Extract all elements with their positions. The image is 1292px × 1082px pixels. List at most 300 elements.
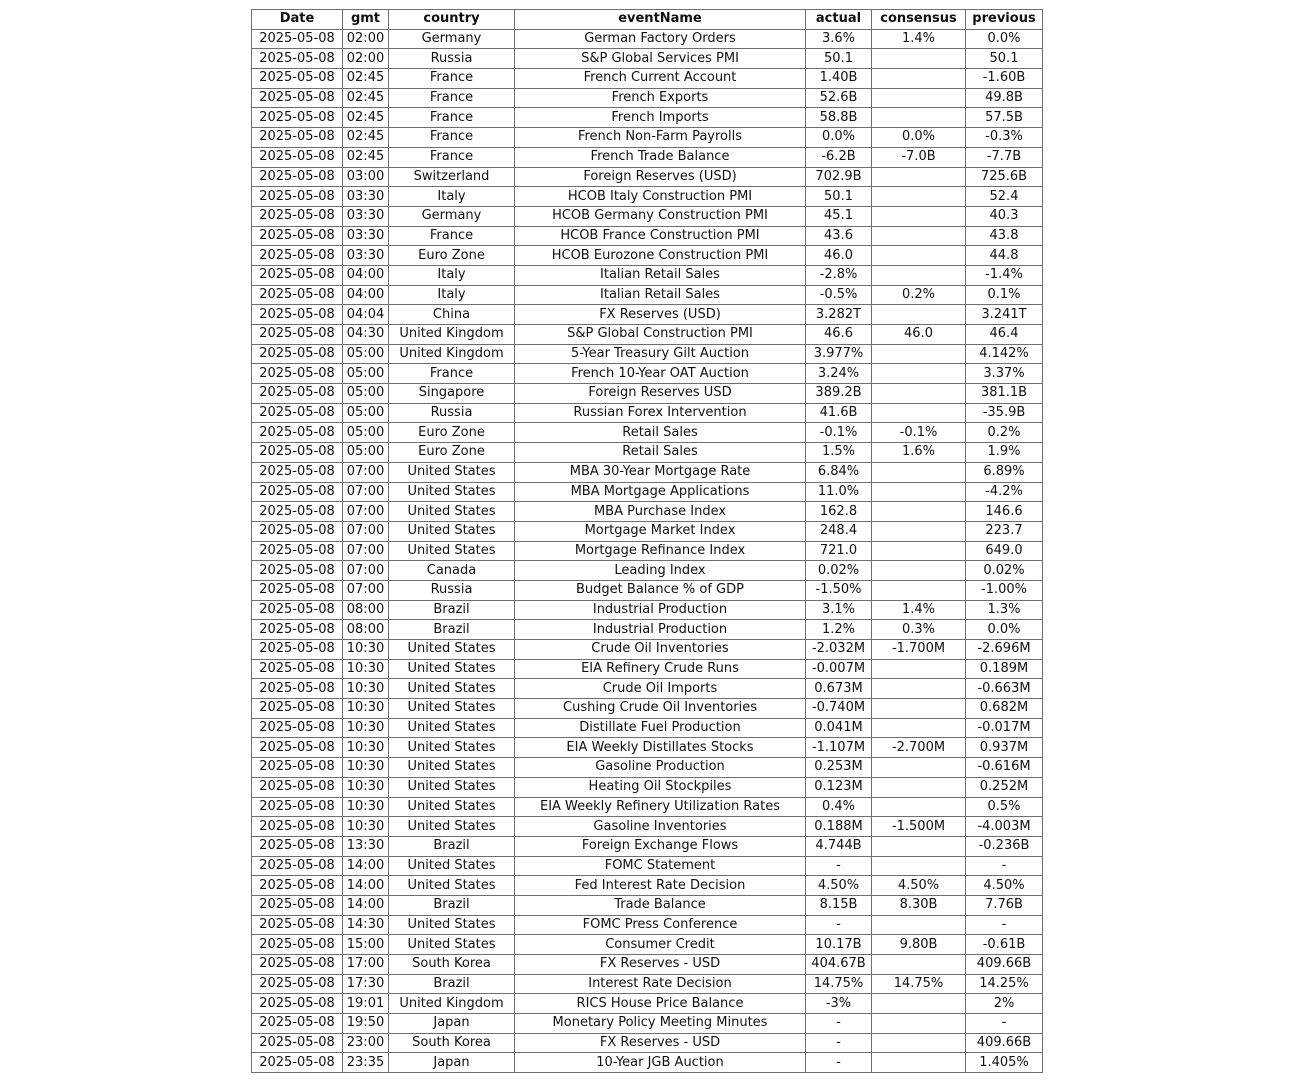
table-row bbox=[252, 502, 1043, 522]
event-name-cell: French Imports bbox=[515, 108, 806, 128]
date-cell: 2025-05-08 bbox=[252, 718, 343, 738]
country-cell: South Korea bbox=[389, 955, 515, 975]
actual-cell: 4.50% bbox=[806, 876, 872, 896]
previous-cell: -0.61B bbox=[966, 935, 1043, 955]
country-cell: Euro Zone bbox=[389, 423, 515, 443]
event-name-cell: French Current Account bbox=[515, 69, 806, 89]
event-name-cell: Italian Retail Sales bbox=[515, 285, 806, 305]
actual-cell: 4.744B bbox=[806, 836, 872, 856]
actual-cell: -0.740M bbox=[806, 699, 872, 719]
gmt-cell: 23:35 bbox=[343, 1053, 389, 1073]
consensus-cell bbox=[872, 758, 966, 778]
table-row bbox=[252, 226, 1043, 246]
table-row bbox=[252, 994, 1043, 1014]
actual-cell: 10.17B bbox=[806, 935, 872, 955]
date-cell: 2025-05-08 bbox=[252, 620, 343, 640]
gmt-cell: 07:00 bbox=[343, 462, 389, 482]
table-header-row bbox=[252, 10, 1043, 30]
country-cell: Italy bbox=[389, 285, 515, 305]
gmt-cell: 08:00 bbox=[343, 620, 389, 640]
table-row bbox=[252, 561, 1043, 581]
economic-events-table bbox=[251, 9, 1043, 1073]
gmt-cell: 14:00 bbox=[343, 876, 389, 896]
event-name-cell: HCOB Germany Construction PMI bbox=[515, 206, 806, 226]
consensus-cell bbox=[872, 541, 966, 561]
consensus-cell bbox=[872, 521, 966, 541]
country-cell: United States bbox=[389, 758, 515, 778]
gmt-cell: 17:30 bbox=[343, 974, 389, 994]
consensus-cell: 1.4% bbox=[872, 29, 966, 49]
actual-cell: 46.6 bbox=[806, 325, 872, 345]
date-cell: 2025-05-08 bbox=[252, 285, 343, 305]
country-cell: Italy bbox=[389, 187, 515, 207]
country-cell: Japan bbox=[389, 1014, 515, 1034]
table-row bbox=[252, 482, 1043, 502]
actual-cell: -3% bbox=[806, 994, 872, 1014]
actual-cell: - bbox=[806, 915, 872, 935]
consensus-cell: -7.0B bbox=[872, 147, 966, 167]
country-cell: United Kingdom bbox=[389, 344, 515, 364]
event-name-cell: Gasoline Inventories bbox=[515, 817, 806, 837]
date-cell: 2025-05-08 bbox=[252, 384, 343, 404]
actual-cell: 1.40B bbox=[806, 69, 872, 89]
consensus-cell bbox=[872, 88, 966, 108]
gmt-cell: 02:45 bbox=[343, 69, 389, 89]
date-cell: 2025-05-08 bbox=[252, 699, 343, 719]
actual-cell: 1.5% bbox=[806, 443, 872, 463]
previous-cell: 725.6B bbox=[966, 167, 1043, 187]
date-cell: 2025-05-08 bbox=[252, 108, 343, 128]
consensus-cell bbox=[872, 718, 966, 738]
consensus-cell bbox=[872, 344, 966, 364]
date-cell: 2025-05-08 bbox=[252, 344, 343, 364]
previous-cell: -7.7B bbox=[966, 147, 1043, 167]
date-cell: 2025-05-08 bbox=[252, 856, 343, 876]
country-cell: United States bbox=[389, 915, 515, 935]
consensus-cell bbox=[872, 108, 966, 128]
date-cell: 2025-05-08 bbox=[252, 403, 343, 423]
table-row bbox=[252, 265, 1043, 285]
date-cell: 2025-05-08 bbox=[252, 1053, 343, 1073]
event-name-cell: MBA 30-Year Mortgage Rate bbox=[515, 462, 806, 482]
country-cell: Germany bbox=[389, 206, 515, 226]
table-row bbox=[252, 935, 1043, 955]
gmt-cell: 10:30 bbox=[343, 699, 389, 719]
event-name-cell: EIA Refinery Crude Runs bbox=[515, 659, 806, 679]
date-cell: 2025-05-08 bbox=[252, 541, 343, 561]
table-row bbox=[252, 246, 1043, 266]
event-name-cell: Monetary Policy Meeting Minutes bbox=[515, 1014, 806, 1034]
date-cell: 2025-05-08 bbox=[252, 955, 343, 975]
actual-cell: 1.2% bbox=[806, 620, 872, 640]
consensus-cell: 14.75% bbox=[872, 974, 966, 994]
actual-cell: 50.1 bbox=[806, 187, 872, 207]
country-cell: Euro Zone bbox=[389, 443, 515, 463]
event-name-cell: MBA Mortgage Applications bbox=[515, 482, 806, 502]
gmt-cell: 23:00 bbox=[343, 1033, 389, 1053]
date-cell: 2025-05-08 bbox=[252, 49, 343, 69]
country-cell: Russia bbox=[389, 49, 515, 69]
gmt-cell: 07:00 bbox=[343, 541, 389, 561]
previous-cell: -35.9B bbox=[966, 403, 1043, 423]
event-name-cell: Foreign Reserves USD bbox=[515, 384, 806, 404]
gmt-cell: 10:30 bbox=[343, 797, 389, 817]
table-row bbox=[252, 758, 1043, 778]
gmt-cell: 10:30 bbox=[343, 679, 389, 699]
event-name-cell: S&P Global Construction PMI bbox=[515, 325, 806, 345]
table-row bbox=[252, 915, 1043, 935]
consensus-cell: -2.700M bbox=[872, 738, 966, 758]
event-name-cell: French Non-Farm Payrolls bbox=[515, 128, 806, 148]
consensus-cell: 1.4% bbox=[872, 600, 966, 620]
gmt-cell: 10:30 bbox=[343, 758, 389, 778]
gmt-cell: 05:00 bbox=[343, 384, 389, 404]
consensus-cell bbox=[872, 1014, 966, 1034]
previous-cell: 0.5% bbox=[966, 797, 1043, 817]
gmt-cell: 10:30 bbox=[343, 738, 389, 758]
date-cell: 2025-05-08 bbox=[252, 521, 343, 541]
actual-cell: 43.6 bbox=[806, 226, 872, 246]
date-cell: 2025-05-08 bbox=[252, 679, 343, 699]
table-row bbox=[252, 955, 1043, 975]
event-name-cell: Cushing Crude Oil Inventories bbox=[515, 699, 806, 719]
event-name-cell: 5-Year Treasury Gilt Auction bbox=[515, 344, 806, 364]
actual-cell: 45.1 bbox=[806, 206, 872, 226]
event-name-cell: HCOB France Construction PMI bbox=[515, 226, 806, 246]
country-cell: United States bbox=[389, 541, 515, 561]
table-row bbox=[252, 29, 1043, 49]
event-name-cell: FX Reserves (USD) bbox=[515, 305, 806, 325]
table-row bbox=[252, 187, 1043, 207]
consensus-cell bbox=[872, 462, 966, 482]
previous-cell: 6.89% bbox=[966, 462, 1043, 482]
date-cell: 2025-05-08 bbox=[252, 817, 343, 837]
gmt-cell: 07:00 bbox=[343, 521, 389, 541]
country-cell: Canada bbox=[389, 561, 515, 581]
date-cell: 2025-05-08 bbox=[252, 1033, 343, 1053]
date-cell: 2025-05-08 bbox=[252, 206, 343, 226]
gmt-cell: 02:45 bbox=[343, 88, 389, 108]
previous-cell: 14.25% bbox=[966, 974, 1043, 994]
event-name-cell: Industrial Production bbox=[515, 600, 806, 620]
date-cell: 2025-05-08 bbox=[252, 994, 343, 1014]
gmt-cell: 10:30 bbox=[343, 640, 389, 660]
actual-cell: - bbox=[806, 1053, 872, 1073]
gmt-cell: 14:00 bbox=[343, 856, 389, 876]
actual-cell: -1.50% bbox=[806, 580, 872, 600]
consensus-cell: 1.6% bbox=[872, 443, 966, 463]
table-row bbox=[252, 108, 1043, 128]
consensus-cell bbox=[872, 915, 966, 935]
table-row bbox=[252, 836, 1043, 856]
date-cell: 2025-05-08 bbox=[252, 482, 343, 502]
table-row bbox=[252, 344, 1043, 364]
gmt-cell: 04:30 bbox=[343, 325, 389, 345]
table-row bbox=[252, 147, 1043, 167]
country-cell: France bbox=[389, 108, 515, 128]
consensus-cell bbox=[872, 69, 966, 89]
table-row bbox=[252, 285, 1043, 305]
date-cell: 2025-05-08 bbox=[252, 265, 343, 285]
date-cell: 2025-05-08 bbox=[252, 915, 343, 935]
consensus-cell bbox=[872, 482, 966, 502]
actual-cell: -2.032M bbox=[806, 640, 872, 660]
table-row bbox=[252, 325, 1043, 345]
consensus-cell bbox=[872, 580, 966, 600]
previous-cell: -4.2% bbox=[966, 482, 1043, 502]
actual-cell: 3.24% bbox=[806, 364, 872, 384]
previous-cell: 43.8 bbox=[966, 226, 1043, 246]
consensus-cell bbox=[872, 305, 966, 325]
table-row bbox=[252, 88, 1043, 108]
previous-cell: 0.252M bbox=[966, 777, 1043, 797]
date-cell: 2025-05-08 bbox=[252, 1014, 343, 1034]
date-cell: 2025-05-08 bbox=[252, 128, 343, 148]
country-cell: United States bbox=[389, 659, 515, 679]
table-row bbox=[252, 600, 1043, 620]
previous-cell: 409.66B bbox=[966, 955, 1043, 975]
event-name-cell: Italian Retail Sales bbox=[515, 265, 806, 285]
actual-cell: 11.0% bbox=[806, 482, 872, 502]
country-cell: United States bbox=[389, 738, 515, 758]
event-name-cell: RICS House Price Balance bbox=[515, 994, 806, 1014]
table-row bbox=[252, 974, 1043, 994]
actual-cell: 3.6% bbox=[806, 29, 872, 49]
previous-cell: -0.236B bbox=[966, 836, 1043, 856]
table-row bbox=[252, 541, 1043, 561]
previous-cell: 0.02% bbox=[966, 561, 1043, 581]
event-name-cell: Heating Oil Stockpiles bbox=[515, 777, 806, 797]
actual-cell: 6.84% bbox=[806, 462, 872, 482]
event-name-cell: Leading Index bbox=[515, 561, 806, 581]
actual-cell: 162.8 bbox=[806, 502, 872, 522]
actual-cell: 0.0% bbox=[806, 128, 872, 148]
column-header-consensus: consensus bbox=[872, 10, 966, 30]
actual-cell: 8.15B bbox=[806, 895, 872, 915]
country-cell: China bbox=[389, 305, 515, 325]
event-name-cell: Consumer Credit bbox=[515, 935, 806, 955]
consensus-cell bbox=[872, 1053, 966, 1073]
table-row bbox=[252, 777, 1043, 797]
event-name-cell: Trade Balance bbox=[515, 895, 806, 915]
actual-cell: 52.6B bbox=[806, 88, 872, 108]
gmt-cell: 02:00 bbox=[343, 29, 389, 49]
consensus-cell bbox=[872, 226, 966, 246]
country-cell: United States bbox=[389, 640, 515, 660]
consensus-cell: 9.80B bbox=[872, 935, 966, 955]
column-header-previous: previous bbox=[966, 10, 1043, 30]
column-header-country: country bbox=[389, 10, 515, 30]
consensus-cell bbox=[872, 187, 966, 207]
gmt-cell: 19:01 bbox=[343, 994, 389, 1014]
country-cell: France bbox=[389, 364, 515, 384]
previous-cell: 4.50% bbox=[966, 876, 1043, 896]
consensus-cell bbox=[872, 561, 966, 581]
previous-cell: -0.663M bbox=[966, 679, 1043, 699]
previous-cell: 146.6 bbox=[966, 502, 1043, 522]
date-cell: 2025-05-08 bbox=[252, 974, 343, 994]
date-cell: 2025-05-08 bbox=[252, 659, 343, 679]
column-header-event-name: eventName bbox=[515, 10, 806, 30]
previous-cell: 40.3 bbox=[966, 206, 1043, 226]
actual-cell: -2.8% bbox=[806, 265, 872, 285]
country-cell: Brazil bbox=[389, 895, 515, 915]
previous-cell: 0.189M bbox=[966, 659, 1043, 679]
date-cell: 2025-05-08 bbox=[252, 423, 343, 443]
consensus-cell bbox=[872, 384, 966, 404]
previous-cell: -1.60B bbox=[966, 69, 1043, 89]
table-row bbox=[252, 521, 1043, 541]
table-row bbox=[252, 384, 1043, 404]
gmt-cell: 08:00 bbox=[343, 600, 389, 620]
previous-cell: 0.0% bbox=[966, 620, 1043, 640]
previous-cell: 0.682M bbox=[966, 699, 1043, 719]
date-cell: 2025-05-08 bbox=[252, 187, 343, 207]
gmt-cell: 03:30 bbox=[343, 187, 389, 207]
table-row bbox=[252, 659, 1043, 679]
table-row bbox=[252, 443, 1043, 463]
date-cell: 2025-05-08 bbox=[252, 935, 343, 955]
event-name-cell: Retail Sales bbox=[515, 423, 806, 443]
previous-cell: 381.1B bbox=[966, 384, 1043, 404]
previous-cell: 0.1% bbox=[966, 285, 1043, 305]
country-cell: France bbox=[389, 88, 515, 108]
date-cell: 2025-05-08 bbox=[252, 69, 343, 89]
country-cell: South Korea bbox=[389, 1033, 515, 1053]
country-cell: United States bbox=[389, 777, 515, 797]
previous-cell: 50.1 bbox=[966, 49, 1043, 69]
previous-cell: -1.00% bbox=[966, 580, 1043, 600]
table-row bbox=[252, 580, 1043, 600]
actual-cell: 0.02% bbox=[806, 561, 872, 581]
gmt-cell: 13:30 bbox=[343, 836, 389, 856]
event-name-cell: Russian Forex Intervention bbox=[515, 403, 806, 423]
country-cell: United States bbox=[389, 521, 515, 541]
country-cell: United Kingdom bbox=[389, 325, 515, 345]
country-cell: United States bbox=[389, 718, 515, 738]
consensus-cell bbox=[872, 1033, 966, 1053]
country-cell: France bbox=[389, 69, 515, 89]
table-row bbox=[252, 699, 1043, 719]
event-name-cell: FOMC Statement bbox=[515, 856, 806, 876]
date-cell: 2025-05-08 bbox=[252, 502, 343, 522]
previous-cell: 0.937M bbox=[966, 738, 1043, 758]
actual-cell: 0.673M bbox=[806, 679, 872, 699]
actual-cell: 46.0 bbox=[806, 246, 872, 266]
consensus-cell bbox=[872, 502, 966, 522]
consensus-cell bbox=[872, 836, 966, 856]
consensus-cell: 4.50% bbox=[872, 876, 966, 896]
previous-cell: 0.2% bbox=[966, 423, 1043, 443]
date-cell: 2025-05-08 bbox=[252, 167, 343, 187]
consensus-cell: 0.2% bbox=[872, 285, 966, 305]
date-cell: 2025-05-08 bbox=[252, 758, 343, 778]
country-cell: United States bbox=[389, 482, 515, 502]
consensus-cell bbox=[872, 777, 966, 797]
event-name-cell: Crude Oil Imports bbox=[515, 679, 806, 699]
event-name-cell: Retail Sales bbox=[515, 443, 806, 463]
event-name-cell: S&P Global Services PMI bbox=[515, 49, 806, 69]
actual-cell: 41.6B bbox=[806, 403, 872, 423]
actual-cell: 248.4 bbox=[806, 521, 872, 541]
previous-cell: 3.37% bbox=[966, 364, 1043, 384]
date-cell: 2025-05-08 bbox=[252, 580, 343, 600]
actual-cell: -0.5% bbox=[806, 285, 872, 305]
table-row bbox=[252, 856, 1043, 876]
event-name-cell: Mortgage Refinance Index bbox=[515, 541, 806, 561]
event-name-cell: 10-Year JGB Auction bbox=[515, 1053, 806, 1073]
event-name-cell: Fed Interest Rate Decision bbox=[515, 876, 806, 896]
previous-cell: -4.003M bbox=[966, 817, 1043, 837]
country-cell: United States bbox=[389, 462, 515, 482]
consensus-cell bbox=[872, 364, 966, 384]
actual-cell: 0.123M bbox=[806, 777, 872, 797]
country-cell: France bbox=[389, 128, 515, 148]
actual-cell: - bbox=[806, 1014, 872, 1034]
actual-cell: - bbox=[806, 856, 872, 876]
gmt-cell: 10:30 bbox=[343, 817, 389, 837]
date-cell: 2025-05-08 bbox=[252, 777, 343, 797]
previous-cell: -1.4% bbox=[966, 265, 1043, 285]
date-cell: 2025-05-08 bbox=[252, 895, 343, 915]
previous-cell: 7.76B bbox=[966, 895, 1043, 915]
table-row bbox=[252, 817, 1043, 837]
gmt-cell: 03:30 bbox=[343, 206, 389, 226]
gmt-cell: 07:00 bbox=[343, 580, 389, 600]
consensus-cell: 0.3% bbox=[872, 620, 966, 640]
previous-cell: 409.66B bbox=[966, 1033, 1043, 1053]
event-name-cell: Interest Rate Decision bbox=[515, 974, 806, 994]
country-cell: Brazil bbox=[389, 974, 515, 994]
previous-cell: 1.3% bbox=[966, 600, 1043, 620]
country-cell: United States bbox=[389, 856, 515, 876]
actual-cell: 14.75% bbox=[806, 974, 872, 994]
actual-cell: - bbox=[806, 1033, 872, 1053]
previous-cell: 2% bbox=[966, 994, 1043, 1014]
consensus-cell: -1.700M bbox=[872, 640, 966, 660]
event-name-cell: Foreign Reserves (USD) bbox=[515, 167, 806, 187]
consensus-cell bbox=[872, 994, 966, 1014]
previous-cell: 46.4 bbox=[966, 325, 1043, 345]
table-row bbox=[252, 1014, 1043, 1034]
event-name-cell: EIA Weekly Refinery Utilization Rates bbox=[515, 797, 806, 817]
date-cell: 2025-05-08 bbox=[252, 226, 343, 246]
date-cell: 2025-05-08 bbox=[252, 876, 343, 896]
previous-cell: 49.8B bbox=[966, 88, 1043, 108]
gmt-cell: 04:00 bbox=[343, 265, 389, 285]
date-cell: 2025-05-08 bbox=[252, 462, 343, 482]
consensus-cell bbox=[872, 856, 966, 876]
previous-cell: 649.0 bbox=[966, 541, 1043, 561]
country-cell: United States bbox=[389, 502, 515, 522]
gmt-cell: 02:00 bbox=[343, 49, 389, 69]
gmt-cell: 04:00 bbox=[343, 285, 389, 305]
gmt-cell: 02:45 bbox=[343, 147, 389, 167]
event-name-cell: EIA Weekly Distillates Stocks bbox=[515, 738, 806, 758]
actual-cell: -0.007M bbox=[806, 659, 872, 679]
date-cell: 2025-05-08 bbox=[252, 443, 343, 463]
event-name-cell: HCOB Eurozone Construction PMI bbox=[515, 246, 806, 266]
country-cell: Brazil bbox=[389, 836, 515, 856]
table-row bbox=[252, 462, 1043, 482]
consensus-cell bbox=[872, 797, 966, 817]
table-row bbox=[252, 167, 1043, 187]
country-cell: Euro Zone bbox=[389, 246, 515, 266]
previous-cell: 44.8 bbox=[966, 246, 1043, 266]
country-cell: Singapore bbox=[389, 384, 515, 404]
gmt-cell: 14:30 bbox=[343, 915, 389, 935]
country-cell: Italy bbox=[389, 265, 515, 285]
